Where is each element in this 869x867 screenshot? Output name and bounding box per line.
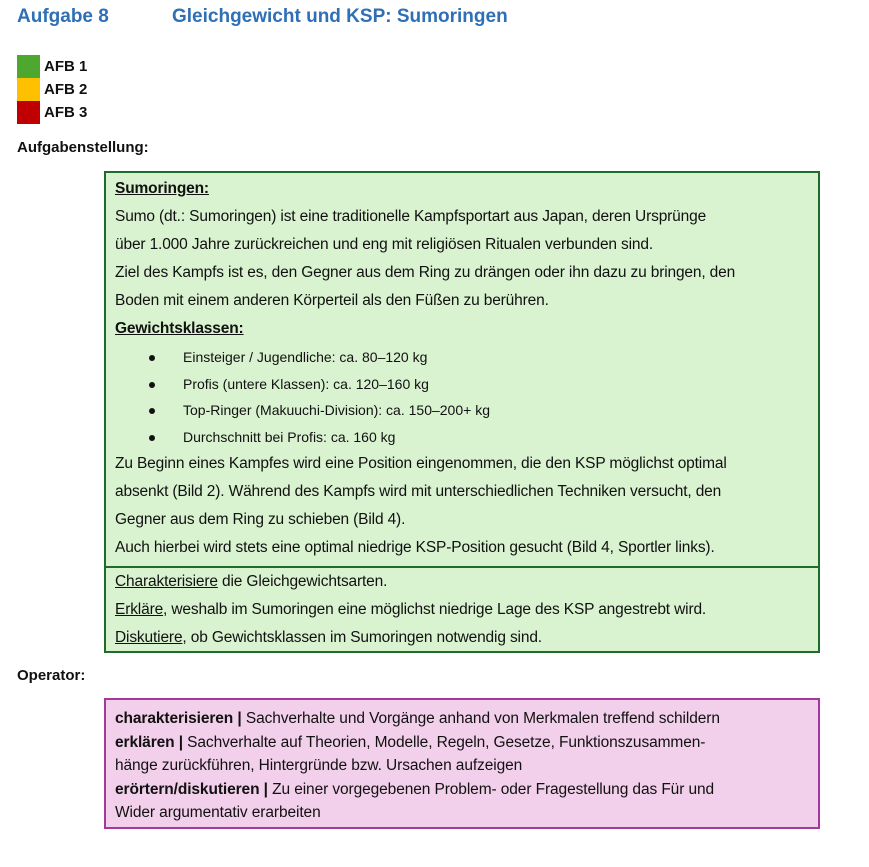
operator-definition — [115, 778, 809, 802]
weight-class-text: Top-Ringer (Makuuchi-Division): ca. 150–200+ kg — [183, 402, 490, 418]
operator-text: Zu einer vorgegebenen Problem- oder Fragestellung das Für und — [267, 780, 715, 798]
question-3 — [115, 624, 809, 652]
question-2 — [115, 596, 809, 624]
afb-2-label: AFB 2 — [44, 81, 88, 98]
weight-class-text: Einsteiger / Jugendliche: ca. 80–120 kg — [183, 349, 428, 365]
operator-definitions-box — [104, 698, 820, 829]
question-1 — [115, 568, 809, 596]
question-text: die Gleichgewichtsarten. — [217, 573, 388, 590]
intro-line: über 1.000 Jahre zurückreichen und eng mit religiösen Ritualen verbunden sind. — [115, 236, 654, 253]
weight-classes-list — [115, 344, 809, 450]
operator-definition-continued — [115, 801, 809, 825]
list-item — [115, 424, 809, 451]
operator-word: Charakterisiere — [115, 573, 218, 590]
bullet-icon — [149, 382, 155, 388]
afb-legend-item — [17, 78, 137, 101]
body-line: absenkt (Bild 2). Während des Kampfs wird mit unterschiedlichen Techniken versucht, den — [115, 483, 722, 500]
weight-class-text: Durchschnitt bei Profis: ca. 160 kg — [183, 428, 396, 445]
afb-1-color-swatch — [17, 55, 40, 78]
page-title: Gleichgewicht und KSP: Sumoringen — [172, 6, 508, 27]
operator-term: erörtern/diskutieren | — [115, 780, 268, 798]
operator-text: Sachverhalte auf Theorien, Modelle, Regeln, Gesetze, Funktionszusammen- — [182, 733, 706, 751]
afb-legend-item — [17, 101, 137, 124]
body-line: Zu Beginn eines Kampfes wird eine Position eingenommen, die den KSP möglichst optimal — [115, 455, 727, 472]
task-number: Aufgabe 8 — [17, 6, 109, 27]
list-item — [115, 371, 809, 398]
operator-text: Wider argumentativ erarbeiten — [115, 804, 321, 821]
operator-term: erklären | — [115, 733, 183, 751]
operator-definition-continued — [115, 754, 809, 778]
question-text: , ob Gewichtsklassen im Sumoringen notwendig sind. — [182, 629, 542, 646]
body-line: Auch hierbei wird stets eine optimal niedrige KSP-Position gesucht (Bild 4, Sportler links). — [115, 539, 715, 556]
operator-text: hänge zurückführen, Hintergründe bzw. Ursachen aufzeigen — [115, 757, 523, 774]
afb-3-label: AFB 3 — [44, 104, 88, 121]
afb-legend — [17, 55, 137, 124]
body-line: Gegner aus dem Ring zu schieben (Bild 4). — [115, 511, 406, 528]
question-text: , weshalb im Sumoringen eine möglichst niedrige Lage des KSP angestrebt wird. — [163, 601, 707, 618]
operator-text: Sachverhalte und Vorgänge anhand von Merkmalen treffend schildern — [241, 710, 720, 727]
task-section-label: Aufgabenstellung: — [17, 139, 149, 156]
intro-line: Sumo (dt.: Sumoringen) ist eine traditionelle Kampfsportart aus Japan, deren Ursprünge — [115, 208, 707, 225]
intro-line: Boden mit einem anderen Körperteil als den Füßen zu berühren. — [115, 292, 549, 309]
operator-term: charakterisieren | — [115, 710, 242, 727]
afb-legend-item — [17, 55, 137, 78]
operator-definition — [115, 707, 809, 731]
bullet-icon — [149, 435, 155, 441]
afb-3-color-swatch — [17, 101, 40, 124]
weight-classes-heading: Gewichtsklassen: — [115, 320, 244, 337]
bullet-icon — [149, 355, 155, 361]
afb-2-color-swatch — [17, 78, 40, 101]
list-item — [115, 397, 809, 424]
sumo-heading: Sumoringen: — [115, 180, 209, 197]
bullet-icon — [149, 408, 155, 414]
weight-class-text: Profis (untere Klassen): ca. 120–160 kg — [183, 375, 429, 392]
operator-word: Erkläre — [115, 601, 164, 618]
operator-section-label: Operator: — [17, 667, 86, 684]
operator-definition — [115, 731, 809, 755]
task-questions-box — [104, 566, 820, 653]
operator-word: Diskutiere — [115, 629, 183, 646]
intro-line: Ziel des Kampfs ist es, den Gegner aus dem Ring zu drängen oder ihn dazu zu bringen, den — [115, 264, 736, 281]
afb-1-label: AFB 1 — [44, 58, 88, 75]
task-description-box — [104, 171, 820, 568]
list-item — [115, 344, 809, 371]
